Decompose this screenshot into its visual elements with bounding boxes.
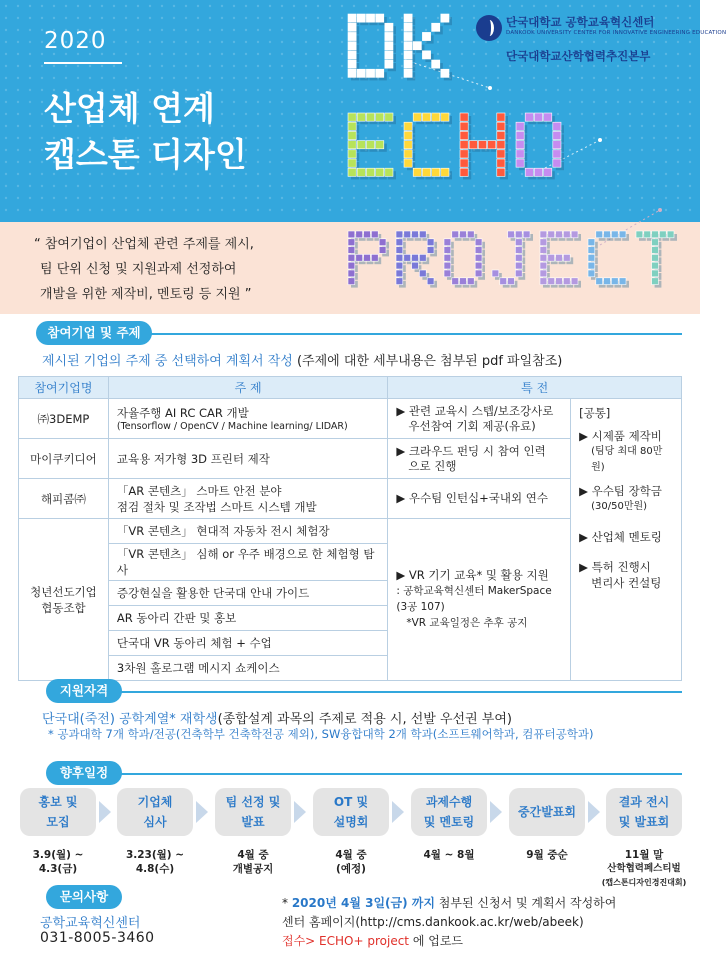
benefit-text: ▶ VR 기기 교육* 및 활용 지원 xyxy=(396,568,549,582)
schedule-date-line: 9월 중순 xyxy=(526,849,568,861)
topic-cell xyxy=(108,479,387,519)
common-benefits-cell xyxy=(571,399,682,681)
echo-project-logotype xyxy=(0,0,700,320)
common-item-sub: 변리사 컨설팅 xyxy=(591,576,662,590)
col-header-topic: 주 제 xyxy=(108,377,387,399)
title-line-1: 산업체 연계 xyxy=(44,89,215,128)
topic-subtext: (Tensorflow / OpenCV / Machine learning/ LIDAR) xyxy=(116,421,348,432)
col-header-company: 참여기업명 xyxy=(19,377,109,399)
benefit-cell xyxy=(388,439,571,479)
schedule-step-label-line-1: 과제수행 xyxy=(425,795,473,809)
topic-cell: 「VR 콘텐츠」 심해 or 우주 배경으로 한 체험형 탐사 xyxy=(108,544,387,581)
schedule-step-label-line-2: 및 멘토링 xyxy=(423,815,475,829)
schedule-step-date xyxy=(306,848,396,876)
letters-project xyxy=(348,231,677,288)
topic-text: 자율주행 AI RC CAR 개발 xyxy=(116,406,249,420)
schedule-step-label-line-2: 심사 xyxy=(143,815,167,829)
note-upload: 에 업로드 xyxy=(409,934,464,948)
subtitle-highlight: 제시된 기업의 주제 중 선택하여 계획서 작성 xyxy=(42,354,293,369)
logo-line-1: 단국대학교 공학교육혁신센터 xyxy=(506,15,655,29)
schedule-step-label-line-1: 결과 전시 xyxy=(618,795,670,809)
contact-phone: 031-8005-3460 xyxy=(40,930,155,946)
schedule-step-date xyxy=(404,848,494,862)
benefit-cell: ▶ 우수팀 인턴십+국내외 연수 xyxy=(388,479,571,519)
col-header-benefit: 특 전 xyxy=(388,377,682,399)
section1-subtitle xyxy=(42,350,562,369)
letters-echo xyxy=(348,113,564,179)
topic-text-2: 점검 절차 및 조작법 스마트 시스템 개발 xyxy=(116,499,317,514)
schedule-step-date xyxy=(502,848,592,862)
benefit-cell xyxy=(388,519,571,681)
benefit-note: *VR 교육일정은 추후 공지 xyxy=(406,617,528,629)
section-divider-1 xyxy=(150,333,682,335)
schedule-step-label xyxy=(313,792,389,832)
schedule-step-label xyxy=(215,792,291,832)
chevron-right-icon xyxy=(99,801,111,823)
benefit-cell xyxy=(388,399,571,439)
note-star: * xyxy=(282,896,292,910)
benefit-text: ▶ 관련 교육시 스텝/보조강사로 xyxy=(396,403,554,418)
schedule-step-label-line-2: 및 발표회 xyxy=(618,815,670,829)
schedule-step-label xyxy=(411,792,487,832)
schedule-step-label-line-1: OT 및 xyxy=(333,795,369,809)
schedule-date-line: 산학협력페스티벌 xyxy=(607,863,681,874)
topic-cell: 증강현실을 활용한 단국대 안내 가이드 xyxy=(108,581,387,606)
note-menu-path: 접수> ECHO+ project xyxy=(282,934,410,948)
eligibility-rest: (종합설계 과목의 주제로 적용 시, 선발 우선권 부여) xyxy=(217,712,512,727)
topic-cell: 「VR 콘텐츠」 현대적 자동차 전시 체험장 xyxy=(108,519,387,544)
company-name xyxy=(19,519,109,681)
schedule-timeline xyxy=(0,788,700,888)
schedule-date-line: 개별공지 xyxy=(232,863,274,875)
schedule-step-date xyxy=(110,848,200,876)
schedule-date-line: 4월 중 xyxy=(237,849,269,861)
company-name: 마이쿠키디어 xyxy=(19,439,109,479)
note-rest: 첨부된 신청서 및 계획서 작성하여 xyxy=(434,896,617,910)
schedule-date-line: 4.8(수) xyxy=(135,863,175,875)
benefit-text-2: 으로 진행 xyxy=(408,458,457,473)
topic-text: 「AR 콘텐츠」 스마트 안전 분야 xyxy=(116,483,282,498)
benefit-text-3: (3공 107) xyxy=(396,601,445,613)
chevron-right-icon xyxy=(294,801,306,823)
common-item: ▶ 산업체 멘토링 xyxy=(579,530,662,544)
logo-line-1-en: DANKOOK UNIVERSITY CENTER FOR INNOVATIVE ENGINEERING EDUCATION xyxy=(506,30,726,36)
topic-cell: 단국대 VR 동아리 체험 + 수업 xyxy=(108,631,387,656)
table-header-row xyxy=(19,377,682,399)
schedule-step-date xyxy=(13,848,103,876)
schedule-date-line: (캡스톤디자인경진대회) xyxy=(601,878,687,887)
topic-cell xyxy=(108,399,387,439)
benefit-text-2: : 공학교육혁신센터 MakerSpace xyxy=(396,585,552,597)
schedule-step-label-line-2: 발표 xyxy=(241,815,265,829)
schedule-step-label-line-1: 중간발표회 xyxy=(518,805,576,819)
topic-cell: AR 동아리 간판 및 홍보 xyxy=(108,606,387,631)
schedule-step-label xyxy=(606,792,682,832)
common-item: ▶ 우수팀 장학금 xyxy=(579,484,662,498)
contact-org: 공학교육혁신센터 xyxy=(40,916,141,931)
chevron-right-icon xyxy=(490,801,502,823)
schedule-step-label-line-2: 설명회 xyxy=(333,815,369,829)
common-item: ▶ 특허 진행시 xyxy=(579,560,651,574)
common-item-sub: (팀당 최대 80만원) xyxy=(591,446,663,473)
schedule-date-line: (예정) xyxy=(336,863,366,875)
topic-cell: 3차원 홀로그램 메시지 쇼케이스 xyxy=(108,656,387,681)
schedule-step-label xyxy=(509,802,585,822)
section-divider-3 xyxy=(120,773,682,775)
chevron-right-icon xyxy=(392,801,404,823)
schedule-date-line: 4.3(금) xyxy=(38,863,78,875)
topic-cell: 교육용 저가형 3D 프린터 제작 xyxy=(108,439,387,479)
schedule-date-line: 4월 ~ 8월 xyxy=(423,849,475,861)
letters-dk xyxy=(348,14,452,80)
common-item: ▶ 시제품 제작비 xyxy=(579,429,662,443)
benefit-text-2: 우선참여 기회 제공(유료) xyxy=(408,418,536,433)
schedule-step-label xyxy=(117,792,193,832)
section-pill-eligibility: 지원자격 xyxy=(46,679,122,703)
schedule-step-label-line-2: 모집 xyxy=(46,815,70,829)
logo-line-2: 단국대학교산학협력추진본부 xyxy=(506,49,651,63)
schedule-date-line: 3.9(월) ~ xyxy=(32,849,84,861)
schedule-date-line: 3.23(월) ~ xyxy=(125,849,185,861)
eligibility-highlight: 단국대(죽전) 공학계열* 재학생 xyxy=(42,712,218,727)
title-line-2: 캡스톤 디자인 xyxy=(44,135,247,174)
schedule-step-date xyxy=(208,848,298,876)
companies-table xyxy=(18,376,682,681)
benefit-text: ▶ 크라우드 펀딩 시 참여 인력 xyxy=(396,443,546,458)
schedule-step-date xyxy=(599,848,689,890)
company-name: 해피콤㈜ xyxy=(19,479,109,519)
company-name-line-2: 협동조합 xyxy=(41,600,86,615)
schedule-date-line: 4월 중 xyxy=(335,849,367,861)
company-name: ㈜3DEMP xyxy=(19,399,109,439)
schedule-step-label-line-1: 홍보 및 xyxy=(38,795,78,809)
schedule-step-label xyxy=(20,792,96,832)
quote-line-2: 팀 단위 신청 및 지원과제 선정하여 xyxy=(40,262,237,277)
eligibility-main xyxy=(42,708,512,727)
eligibility-note: * 공과대학 7개 학과/전공(건축학부 건축학전공 제외), SW융합대학 2개 학과(소프트웨어학과, 컴퓨터공학과) xyxy=(48,727,594,741)
quote-line-1: “ 참여기업이 산업체 관련 주제를 제시, xyxy=(34,237,254,252)
submission-note xyxy=(282,894,616,951)
subtitle-rest: (주제에 대한 세부내용은 첨부된 pdf 파일참조) xyxy=(292,354,563,369)
company-name-line-1: 청년선도기업 xyxy=(30,584,97,599)
schedule-date-line: 11월 말 xyxy=(624,849,664,861)
table-row xyxy=(19,399,682,439)
section-divider-2 xyxy=(120,691,682,693)
chevron-right-icon xyxy=(196,801,208,823)
section-pill-companies: 참여기업 및 주제 xyxy=(36,321,152,345)
note-deadline: 2020년 4월 3일(금) 까지 xyxy=(291,896,435,910)
schedule-step-label-line-1: 기업체 xyxy=(137,795,173,809)
common-item-sub: (30/50만원) xyxy=(591,501,648,512)
note-homepage: 센터 홈페이지(http://cms.dankook.ac.kr/web/abeek) xyxy=(282,915,584,929)
quote-line-3: 개발을 위한 제작비, 멘토링 등 지원 ” xyxy=(40,287,252,302)
chevron-right-icon xyxy=(588,801,600,823)
poster-year: 2020 xyxy=(44,28,107,54)
section-pill-contact: 문의사항 xyxy=(46,885,122,909)
schedule-step-label-line-1: 팀 선정 및 xyxy=(225,795,281,809)
section-pill-schedule: 향후일정 xyxy=(46,761,122,785)
common-heading: [공통] xyxy=(579,406,611,420)
